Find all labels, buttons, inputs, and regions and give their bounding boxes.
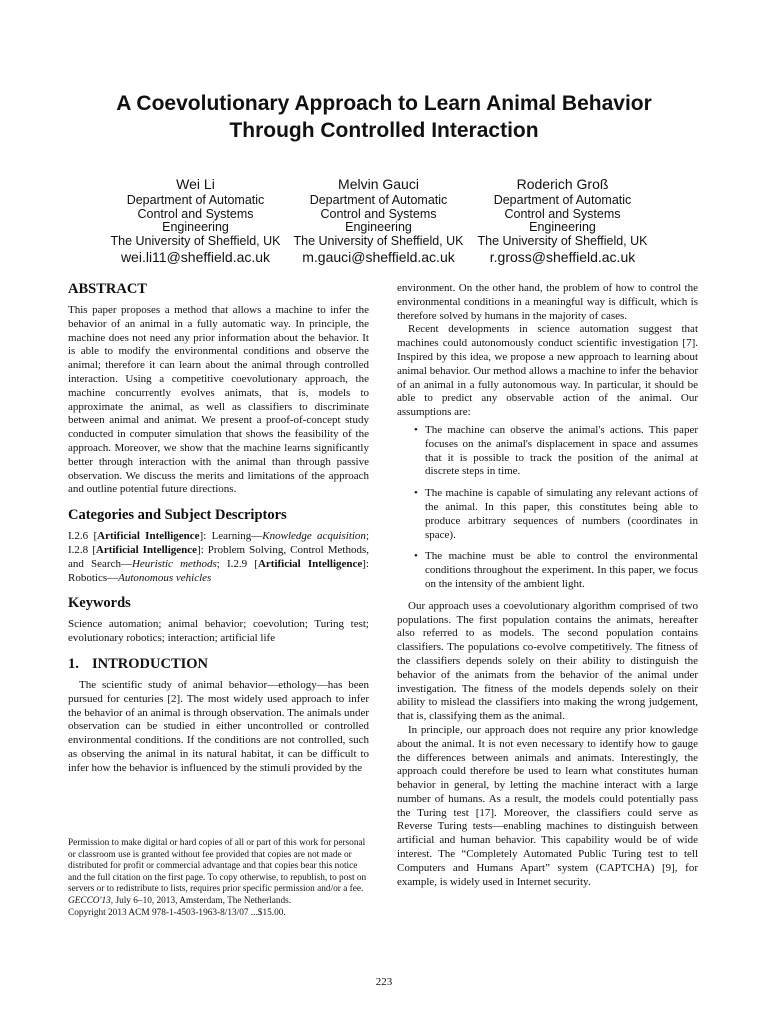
author-card (475, 175, 650, 266)
copyright-footnote (68, 838, 369, 919)
keywords-text: Science automation; animal behavior; coevolution; Turing test; evolutionary robotics; interaction; artificial life (68, 618, 369, 645)
introduction-paragraph: Our approach uses a coevolutionary algorithm comprised of two populations. The first population contains the animats, hereafter also referred to as models. The second population contains classifiers. The populations co-evolve competitively. The fitness of the classifiers depends solely on their ability to distinguish the behavior of the animats from the behavior of the animal under investigation. The fitness of the models depends solely on their ability to mislead the classifiers into making the wrong judgement, that is, classifying them as the animal. (397, 599, 698, 723)
page-number: 223 (375, 976, 393, 988)
author-email: r.gross@sheffield.ac.uk (489, 249, 636, 265)
author-block (108, 175, 668, 265)
introduction-paragraph: The scientific study of animal behavior—ethology—has been pursued for centuries [2]. The most widely used approach to infer the behavior of an animal is through observation. The animals under observation can be studied in either uncontrolled or controlled environmental conditions. If the conditions are not controlled, such as observing the animal in its natural habitat, it can be difficult to infer how the behavior is influenced by the stimuli provided by the (68, 678, 369, 774)
author-card (291, 175, 466, 266)
author-affiliation-line: Department of Automatic (493, 193, 632, 207)
introduction-paragraph: Recent developments in science automation suggest that machines could autonomously conduct scientific investigation [7]. Inspired by this idea, we propose a new approach to learning about animal behavior. Our method allows a machine to infer the behavior of an animal in a fully autonomous way. In particular, it should be able to predict any observable action of the animal. Our assumptions are: (397, 323, 698, 419)
category-entry: I.2.8 [Artificial Intelligence]: Problem Solving, Control Methods, and Search—Heuristic methods; (68, 543, 369, 570)
author-affiliation-line: Control and Systems (137, 206, 254, 221)
paper-title (60, 90, 708, 144)
author-email: wei.li11@sheffield.ac.uk (120, 249, 271, 265)
conference-line: GECCO'13, July 6–10, 2013, Amsterdam, The Netherlands. (68, 895, 292, 906)
category-entry: I.2.9 [Artificial Intelligence]: Robotics—Autonomous vehicles (68, 557, 369, 584)
abstract-text: This paper proposes a method that allows a machine to infer the behavior of an animal in a fully automatic way. In principle, the machine does not need any prior information about the behavior. It is able to modify the environmental conditions and observe the animal; therefore it can learn about the animal through controlled interaction. Using a competitive coevolutionary approach, the machine concurrently evolves animats, that is, models to approximate the animal, as well as classifiers to discriminate between animal and animat. We present a proof-of-concept study conducted in computer simulation that shows the feasibility of the approach. Moreover, we show that the machine learns significantly better through interaction with the animal than through passive observation. We discuss the merits and limitations of the approach and outline potential future directions. (68, 304, 369, 496)
list-item-text: The machine is capable of simulating any relevant actions of the animal. In this paper, this constitutes being able to produce arbitrary sequences of numbers (coordinates in space). (425, 487, 698, 541)
author-affiliation-line: Department of Automatic (126, 193, 265, 207)
author-affiliation-line: Engineering (345, 220, 412, 234)
permission-notice: Permission to make digital or hard copies of all or part of this work for personal or classroom use is granted without fee provided that copies are not made or distributed for profit or commercial advantage and that copies bear this notice and the full citation on the first page. To copy otherwise, to republish, to post on servers or to redistribute to lists, requires prior specific permission and/or a fee. (68, 838, 367, 895)
author-affiliation-line: Engineering (162, 220, 229, 234)
categories-text (68, 530, 369, 585)
author-affiliation-line: Engineering (529, 220, 596, 234)
author-name: Wei Li (176, 176, 215, 192)
paper-title-line: A Coevolutionary Approach to Learn Animal Behavior (116, 92, 652, 115)
category-entry: I.2.6 [Artificial Intelligence]: Learning—Knowledge acquisition; (68, 530, 369, 543)
list-item (397, 424, 698, 479)
bullet-icon: • (414, 550, 418, 563)
list-item-text: The machine can observe the animal's actions. This paper focuses on the animal's displacement in space and assumes that it is possible to track the position of the animal at discrete steps in time. (425, 423, 698, 478)
author-affiliation-line: The University of Sheffield, UK (110, 233, 281, 248)
bullet-icon: • (414, 487, 418, 500)
section-number: 1. (68, 655, 79, 672)
author-affiliation-line: The University of Sheffield, UK (293, 233, 464, 248)
abstract-heading: ABSTRACT (68, 281, 147, 297)
assumptions-list (397, 424, 698, 592)
author-affiliation-line: Control and Systems (320, 206, 437, 221)
list-item (397, 487, 698, 542)
introduction-paragraph: In principle, our approach does not require any prior knowledge about the animal. It is not even necessary to identify how to gauge the differences between animals and animats. Interestingly, the approach could therefore be used to learn what constitutes human behavior in general, by letting the machine interact with a large number of humans. As a result, the models could potentially pass the Turing test [17]. Moreover, the classifiers could serve as Reverse Turing tests—enabling machines to distinguish between artificial and human behavior. This capability would be of wide interest. The “Completely Automated Public Turing test to tell Computers and Humans Apart” system (CAPTCHA) [9], for example, is widely used in Internet security. (397, 723, 698, 888)
author-card (108, 175, 283, 266)
keywords-heading: Keywords (68, 595, 131, 612)
author-affiliation-line: The University of Sheffield, UK (477, 233, 648, 248)
paper-title-line: Through Controlled Interaction (229, 119, 539, 142)
right-column (397, 282, 698, 889)
list-item-text: The machine must be able to control the environmental conditions throughout the experiment. In this paper, we focus on the intensity of the ambient light. (425, 550, 698, 590)
author-affiliation-line: Department of Automatic (309, 193, 448, 207)
bullet-icon: • (414, 423, 418, 436)
list-item (397, 550, 698, 591)
categories-heading: Categories and Subject Descriptors (68, 507, 287, 524)
copyright-line: Copyright 2013 ACM 978-1-4503-1963-8/13/07 ...$15.00. (68, 907, 286, 918)
left-column (68, 280, 369, 776)
introduction-paragraph: environment. On the other hand, the problem of how to control the environmental conditions in a meaningful way is difficult, which is therefore solved by humans in the majority of cases. (397, 282, 698, 322)
author-name: Melvin Gauci (338, 176, 419, 192)
introduction-heading (68, 655, 369, 673)
author-name: Roderich Groß (516, 176, 609, 192)
author-affiliation-line: Control and Systems (504, 206, 621, 221)
author-email: m.gauci@sheffield.ac.uk (302, 249, 455, 265)
section-title: INTRODUCTION (92, 655, 209, 672)
